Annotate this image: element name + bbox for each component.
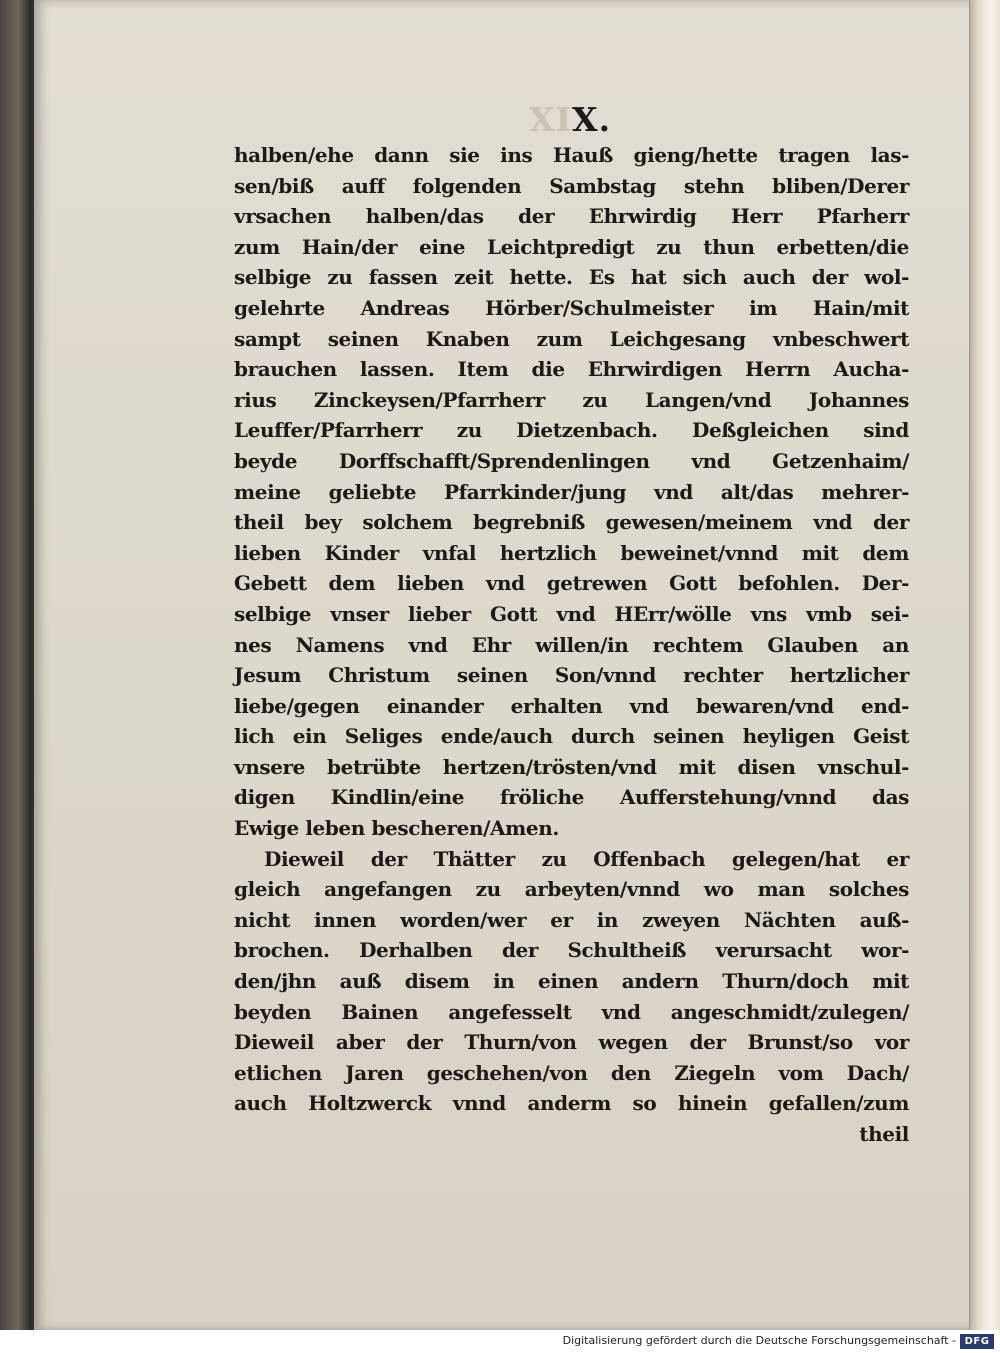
text-line: Jesum Christum seinen Son/vnnd rechter hertzlicher [234, 663, 909, 688]
body-text [234, 140, 909, 1150]
text-line: beyde Dorffschafft/Sprendenlingen vnd Getzenhaim/ [234, 448, 909, 473]
catchword: theil [859, 1122, 909, 1146]
text-line: sen/biß auff folgenden Sambstag stehn bliben/Derer [234, 173, 909, 198]
funding-credit: Digitalisierung gefördert durch die Deutsche Forschungsgemeinschaft - [562, 1334, 956, 1347]
text-line: etlichen Jaren geschehen/von den Ziegeln vom Dach/ [234, 1060, 909, 1085]
paragraph-end-line: Ewige leben bescheren/Amen. [234, 816, 559, 841]
text-line: halben/ehe dann sie ins Hauß gieng/hette tragen las- [234, 143, 909, 167]
text-line: digen Kindlin/eine fröliche Aufferstehung/vnnd das [234, 785, 909, 810]
text-line: Gebett dem lieben vnd getrewen Gott befohlen. Der- [234, 571, 909, 596]
folio-label: X. [572, 100, 612, 139]
text-line: vnsere betrübte hertzen/trösten/vnd mit disen vnschul- [234, 754, 909, 779]
text-line: auch Holtzwerck vnnd anderm so hinein gefallen/zum [234, 1091, 909, 1116]
text-line: meine geliebte Pfarrkinder/jung vnd alt/das mehrer- [234, 479, 909, 504]
text-line: Leuffer/Pfarrherr zu Dietzenbach. Deßgleichen sind [234, 418, 909, 443]
next-page-edge [969, 0, 1000, 1330]
text-line: zum Hain/der eine Leichtpredigt zu thun erbetten/die [234, 234, 909, 259]
text-line: theil bey solchem begrebniß gewesen/meinem vnd der [234, 510, 909, 535]
text-line: selbige vnser lieber Gott vnd HErr/wölle vns vmb sei- [234, 601, 909, 626]
text-line: lieben Kinder vnfal hertzlich beweinet/vnnd mit dem [234, 540, 909, 565]
text-line: brochen. Derhalben der Schultheiß verursacht wor- [234, 938, 909, 963]
text-line: brauchen lassen. Item die Ehrwirdigen Herrn Aucha- [234, 357, 909, 382]
text-line: lich ein Seliges ende/auch durch seinen heyligen Geist [234, 724, 909, 749]
text-line: den/jhn auß disem in einen andern Thurn/doch mit [234, 969, 909, 994]
text-line: beyden Bainen angefesselt vnd angeschmidt/zulegen/ [234, 999, 909, 1024]
book-page [34, 0, 979, 1330]
text-line: nicht innen worden/wer er in zweyen Nächten auß- [234, 907, 909, 932]
dfg-logo: DFG [960, 1334, 994, 1349]
text-line: gelehrte Andreas Hörber/Schulmeister im Hain/mit [234, 295, 909, 320]
text-line: liebe/gegen einander erhalten vnd bewaren/vnd end- [234, 693, 909, 718]
folio-number [529, 100, 611, 139]
text-line: nes Namens vnd Ehr willen/in rechtem Glauben an [234, 632, 909, 657]
text-line: sampt seinen Knaben zum Leichgesang vnbeschwert [234, 326, 909, 351]
text-line: rius Zinckeysen/Pfarrherr zu Langen/vnd Johannes [234, 387, 909, 412]
folio-show-through: XI [529, 100, 573, 139]
text-line: gleich angefangen zu arbeyten/vnnd wo man solches [234, 877, 909, 902]
text-line: selbige zu fassen zeit hette. Es hat sich auch der wol- [234, 265, 909, 290]
paragraph-start-line: Dieweil der Thätter zu Offenbach gelegen/hat er [264, 846, 909, 871]
text-line: vrsachen halben/das der Ehrwirdig Herr Pfarherr [234, 204, 909, 229]
text-line: Dieweil aber der Thurn/von wegen der Brunst/so vor [234, 1030, 909, 1055]
footer-bar [0, 1330, 1000, 1353]
